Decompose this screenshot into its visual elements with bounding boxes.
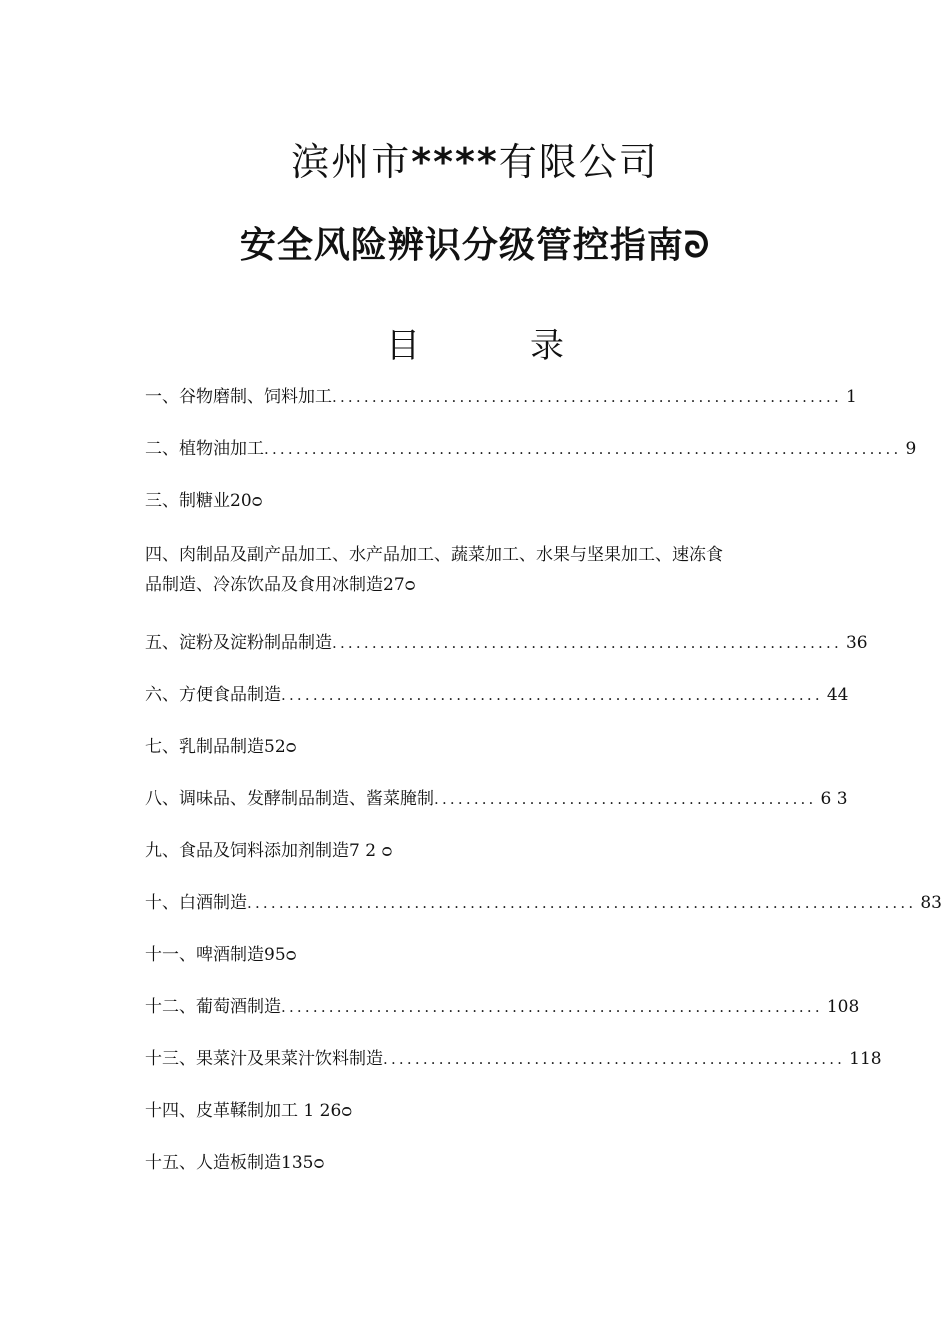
toc-entry[interactable] (145, 384, 857, 410)
toc-entry-leader: .......................................................... (383, 1050, 846, 1068)
toc-entry[interactable] (145, 682, 849, 708)
toc-entry-leader: .................................................................... (281, 998, 823, 1016)
toc-entry-leader: .................................................................................... (247, 894, 917, 912)
toc-entry[interactable] (145, 786, 848, 812)
toc-entry[interactable] (145, 1046, 882, 1072)
toc-entry-label: 十二、葡萄酒制造 (145, 997, 281, 1017)
toc-entry-leader: ................................................................................ (264, 440, 902, 458)
toc-entry[interactable]: 十五、人造板制造135ᴑ (145, 1153, 325, 1173)
toc-entry-page: 83 (920, 893, 942, 913)
company-name (0, 138, 950, 186)
toc-entry-label: 二、植物油加工 (145, 439, 264, 459)
toc-entry[interactable]: 十一、啤酒制造95ᴑ (145, 945, 297, 965)
toc-entry-page: 36 (845, 633, 868, 653)
toc-entry-label: 六、方便食品制造 (145, 685, 281, 705)
toc-entry-label: 五、淀粉及淀粉制品制造 (145, 633, 332, 653)
toc-entry[interactable] (145, 890, 942, 916)
toc-entry-label: 十、白酒制造 (145, 893, 247, 913)
company-name-prefix: 滨州市 (291, 140, 412, 184)
toc-entry-leader: ................................................ (434, 790, 817, 808)
toc-entry-leader: ................................................................ (332, 634, 842, 652)
toc-heading-left: 目 (386, 326, 420, 366)
toc-entry[interactable]: 七、乳制品制造52ᴑ (145, 737, 297, 757)
toc-entry-label: 八、调味品、发酵制品制造、酱菜腌制 (145, 789, 434, 809)
toc-entry[interactable] (145, 994, 860, 1020)
toc-entry-page: 6 3 (820, 789, 848, 809)
toc-entry-multiline[interactable] (145, 540, 842, 600)
company-name-redacted: **** (411, 140, 499, 184)
document-title: 安全风险辨识分级管控指南ᘐ (239, 225, 711, 266)
toc-entry-page: 9 (905, 439, 917, 459)
toc-entry[interactable]: 三、制糖业20ᴑ (145, 491, 263, 511)
toc-entry-line-1: 四、肉制品及副产品加工、水产品加工、蔬菜加工、水果与坚果加工、速冻食 (145, 545, 723, 565)
company-name-suffix: 有限公司 (498, 140, 659, 184)
toc-entry-page: 44 (826, 685, 849, 705)
toc-entry[interactable] (145, 630, 868, 656)
toc-entry-leader: ................................................................ (332, 388, 842, 406)
toc-entry[interactable]: 九、食品及饲料添加剂制造7 2 ᴑ (145, 841, 393, 861)
toc-entry-label: 十三、果菜汁及果菜汁饮料制造 (145, 1049, 383, 1069)
toc-entry-label: 一、谷物磨制、饲料加工 (145, 387, 332, 407)
toc-heading (0, 322, 950, 370)
toc-entry-page: 108 (826, 997, 860, 1017)
toc-entry-page: 118 (849, 1049, 882, 1069)
toc-entry-line-2: 品制造、冷冻饮品及食用冰制造27ᴑ (145, 575, 416, 595)
toc-entry[interactable] (145, 436, 917, 462)
toc-heading-right: 录 (530, 326, 564, 366)
toc-entry-page: 1 (845, 387, 857, 407)
toc-entry[interactable]: 十四、皮革鞣制加工 1 26ᴑ (145, 1101, 353, 1121)
toc-entry-leader: .................................................................... (281, 686, 823, 704)
